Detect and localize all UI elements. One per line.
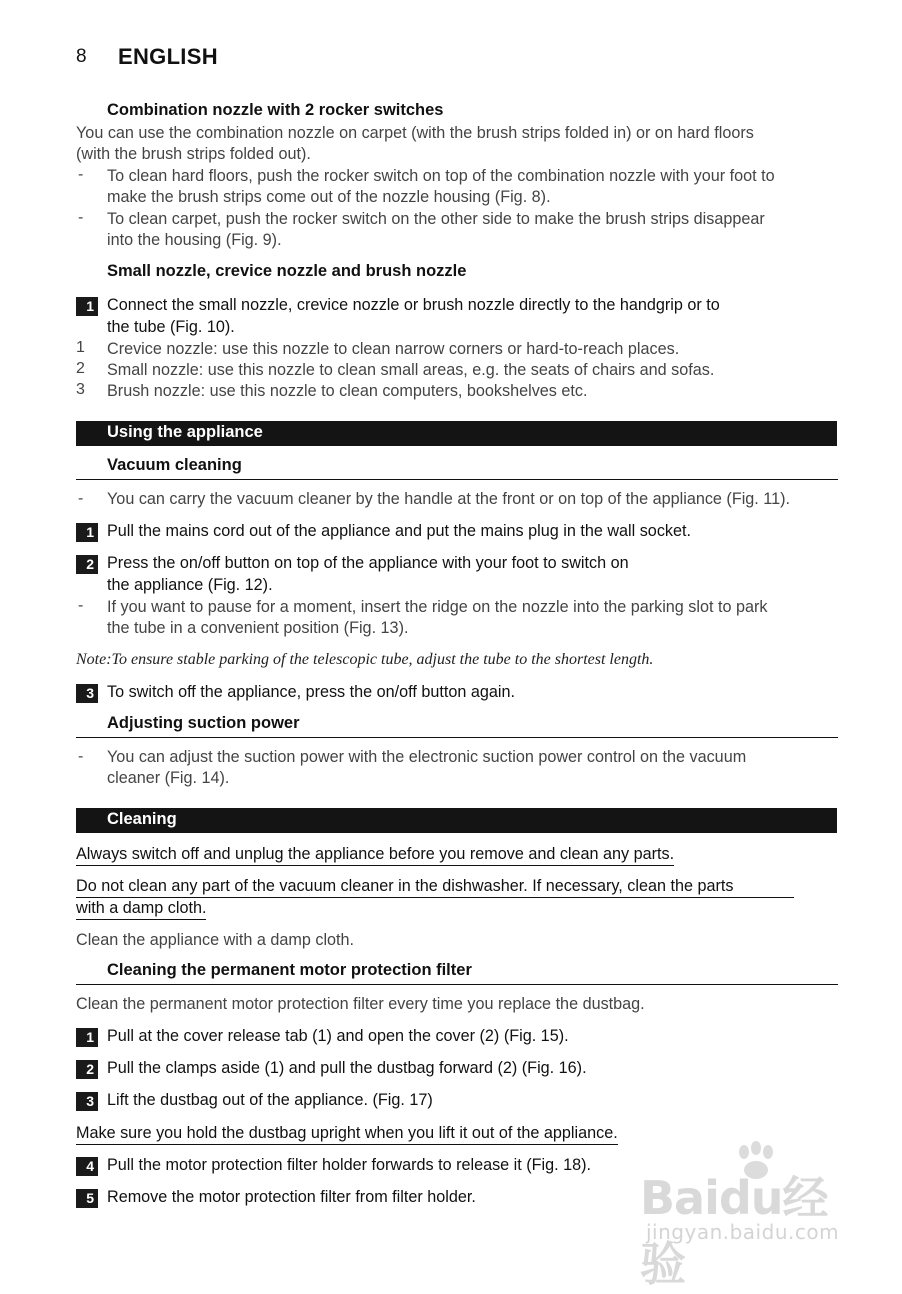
suction-line2: cleaner (Fig. 14). — [107, 769, 230, 787]
pause-line1: If you want to pause for a moment, insert the ridge on the nozzle into the parking slot to park — [107, 598, 768, 616]
page-number: 8 — [76, 46, 87, 67]
filter-intro: Clean the permanent motor protection filter every time you replace the dustbag. — [76, 995, 645, 1013]
section-bar-cleaning — [76, 808, 837, 833]
language-heading: ENGLISH — [118, 44, 218, 69]
brush-nozzle-text: Brush nozzle: use this nozzle to clean computers, bookshelves etc. — [107, 382, 588, 400]
list-number: 3 — [76, 381, 85, 398]
filter-step5: Remove the motor protection filter from filter holder. — [107, 1188, 476, 1206]
bullet-dash: - — [78, 166, 84, 183]
subheading-rule — [76, 479, 838, 480]
step-number-box: 1 — [76, 297, 98, 316]
filter-title: Cleaning the permanent motor protection filter — [107, 961, 472, 979]
subheading-rule — [76, 737, 838, 738]
vacuum-step1: Pull the mains cord out of the appliance and put the mains plug in the wall socket. — [107, 522, 691, 540]
combo-carpet-line1: To clean carpet, push the rocker switch on the other side to make the brush strips disappear — [107, 210, 765, 228]
step-number-box: 4 — [76, 1157, 98, 1176]
combo-intro-line1: You can use the combination nozzle on carpet (with the brush strips folded in) or on hard floors — [76, 124, 754, 142]
crevice-nozzle-text: Crevice nozzle: use this nozzle to clean narrow corners or hard-to-reach places. — [107, 340, 680, 358]
section-title: Using the appliance — [107, 423, 263, 441]
combo-carpet-line2: into the housing (Fig. 9). — [107, 231, 282, 249]
step-number-box: 3 — [76, 1092, 98, 1111]
adjusting-suction-title: Adjusting suction power — [107, 714, 300, 732]
combo-nozzle-title: Combination nozzle with 2 rocker switches — [107, 101, 444, 119]
section-bar-using — [76, 421, 837, 446]
vacuum-step2-line2: the appliance (Fig. 12). — [107, 576, 273, 594]
filter-step3: Lift the dustbag out of the appliance. (Fig. 17) — [107, 1091, 433, 1109]
combo-hard-floor-line1: To clean hard floors, push the rocker switch on top of the combination nozzle with your foot to — [107, 167, 775, 185]
bullet-dash: - — [78, 748, 84, 765]
filter-step2: Pull the clamps aside (1) and pull the dustbag forward (2) (Fig. 16). — [107, 1059, 587, 1077]
warning-upright: Make sure you hold the dustbag upright when you lift it out of the appliance. — [76, 1123, 618, 1145]
subheading-rule — [76, 984, 838, 985]
small-nozzle-step1-line1: Connect the small nozzle, crevice nozzle or brush nozzle directly to the handgrip or to — [107, 296, 720, 314]
warning-unplug: Always switch off and unplug the appliance before you remove and clean any parts. — [76, 844, 674, 866]
watermark-logo: Baidu经验 — [640, 1171, 828, 1291]
step-number-box: 3 — [76, 684, 98, 703]
filter-step1: Pull at the cover release tab (1) and open the cover (2) (Fig. 15). — [107, 1027, 569, 1045]
clean-damp-cloth: Clean the appliance with a damp cloth. — [76, 931, 355, 949]
step-number-box: 2 — [76, 1060, 98, 1079]
combo-intro-line2: (with the brush strips folded out). — [76, 145, 311, 163]
watermark-url: jingyan.baidu.com — [646, 1220, 840, 1244]
small-nozzle-step1-line2: the tube (Fig. 10). — [107, 318, 235, 336]
baidu-watermark — [636, 1140, 866, 1291]
vacuum-step3: To switch off the appliance, press the on/off button again. — [107, 683, 515, 701]
step-number-box: 1 — [76, 523, 98, 542]
list-number: 1 — [76, 339, 85, 356]
step-number-box: 1 — [76, 1028, 98, 1047]
pause-line2: the tube in a convenient position (Fig. 13). — [107, 619, 409, 637]
suction-line1: You can adjust the suction power with the electronic suction power control on the vacuum — [107, 748, 747, 766]
section-title: Cleaning — [107, 810, 177, 828]
warning-dishwasher-line2: with a damp cloth. — [76, 898, 206, 920]
vacuum-cleaning-title: Vacuum cleaning — [107, 456, 242, 474]
small-nozzle-title: Small nozzle, crevice nozzle and brush nozzle — [107, 262, 467, 280]
step-number-box: 2 — [76, 555, 98, 574]
bullet-dash: - — [78, 490, 84, 507]
warning-dishwasher-line1: Do not clean any part of the vacuum cleaner in the dishwasher. If necessary, clean the parts — [76, 876, 794, 898]
small-nozzle-text: Small nozzle: use this nozzle to clean small areas, e.g. the seats of chairs and sofas. — [107, 361, 715, 379]
combo-hard-floor-line2: make the brush strips come out of the nozzle housing (Fig. 8). — [107, 188, 551, 206]
carry-text: You can carry the vacuum cleaner by the handle at the front or on top of the appliance (Fig. 11). — [107, 490, 790, 508]
vacuum-step2-line1: Press the on/off button on top of the appliance with your foot to switch on — [107, 554, 629, 572]
filter-step4: Pull the motor protection filter holder forwards to release it (Fig. 18). — [107, 1156, 592, 1174]
list-number: 2 — [76, 360, 85, 377]
step-number-box: 5 — [76, 1189, 98, 1208]
bullet-dash: - — [78, 597, 84, 614]
bullet-dash: - — [78, 209, 84, 226]
parking-note: Note:To ensure stable parking of the telescopic tube, adjust the tube to the shortest length. — [76, 651, 654, 668]
